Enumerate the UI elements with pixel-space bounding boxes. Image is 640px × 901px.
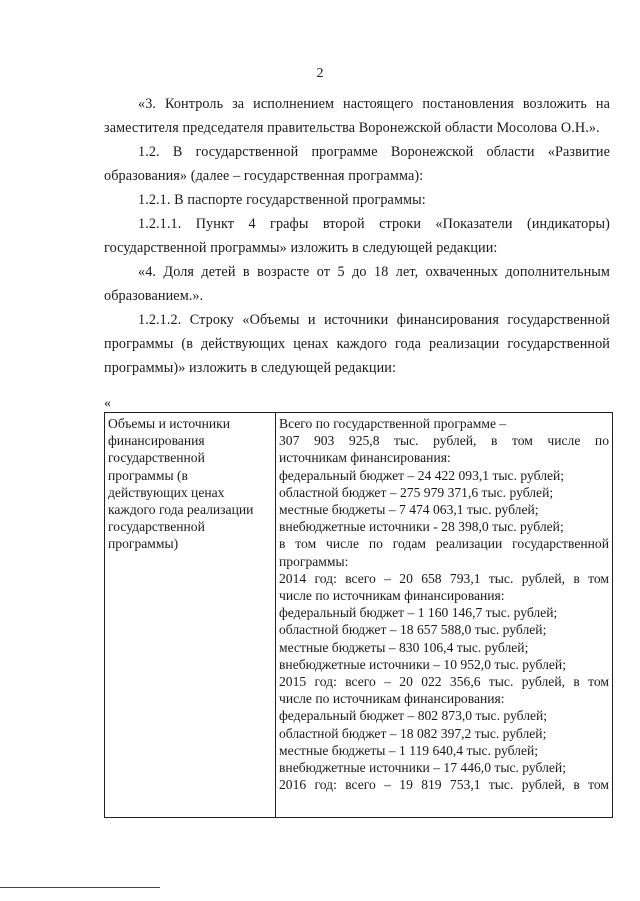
paragraph-1-2-1-2: 1.2.1.2. Строку «Объемы и источники финансирования государственной программы (в действующих ценах каждого года реализации государственной программы)» изложить в следующей редакции: (104, 312, 610, 376)
footnote-divider (0, 887, 160, 888)
table-heading-line: финансирования (108, 433, 205, 449)
table-heading-line: государственной (108, 519, 205, 535)
table-detail-line: областной бюджет – 275 979 371,6 тыс. рублей; (279, 484, 554, 500)
paragraph-1-2-1: 1.2.1. В паспорте государственной программы: (138, 192, 426, 208)
table-cell-financing-details (276, 413, 613, 818)
table-detail-line: Всего по государственной программе – (279, 416, 507, 431)
table-detail-line: программы: (279, 553, 349, 569)
table-open-quote: « (104, 396, 111, 411)
table-heading-line: каждого года реализации (108, 502, 254, 518)
financing-table (104, 412, 613, 818)
table-heading-line: программы) (108, 536, 179, 552)
table-detail-line: областной бюджет – 18 082 397,2 тыс. рублей; (279, 725, 547, 741)
page-number: 2 (316, 66, 324, 81)
table-detail-line: 2015 год: всего – 20 022 356,6 тыс. рублей, в том (279, 674, 609, 689)
table-detail-line: внебюджетные источники – 10 952,0 тыс. рублей; (279, 656, 566, 672)
paragraph-1-2: 1.2. В государственной программе Воронежской области «Развитие образования» (далее – государственная программа): (104, 144, 610, 184)
paragraph-control-clause: «3. Контроль за исполнением настоящего постановления возложить на заместителя председателя правительства Воронежской области Мосолова О.Н.». (104, 96, 610, 136)
table-detail-line: числе по источникам финансирования: (279, 587, 505, 603)
table-cell-heading (105, 413, 276, 818)
table-detail-line: в том числе по годам реализации государственной (279, 536, 609, 552)
document-body (104, 92, 610, 380)
table-detail-line: областной бюджет – 18 657 588,0 тыс. рублей; (279, 622, 547, 638)
table-detail-line: числе по источникам финансирования: (279, 691, 505, 707)
paragraph-1-2-1-1: 1.2.1.1. Пункт 4 графы второй строки «Показатели (индикаторы) государственной программы» изложить в следующей редакции: (104, 216, 610, 256)
table-detail-line: местные бюджеты – 830 106,4 тыс. рублей; (279, 639, 529, 655)
table-heading-line: государственной (108, 450, 205, 466)
table-heading-line: программы (в (108, 467, 188, 483)
table-detail-line: 2014 год: всего – 20 658 793,1 тыс. рублей, в том (279, 570, 609, 586)
table-detail-line: местные бюджеты – 7 474 063,1 тыс. рублей; (279, 502, 539, 517)
table-detail-line: 307 903 925,8 тыс. рублей, в том числе по (279, 433, 609, 449)
paragraph-indicator-4: «4. Доля детей в возрасте от 5 до 18 лет, охваченных дополнительным образованием.». (104, 264, 610, 304)
table-row (105, 413, 613, 818)
table-detail-line: федеральный бюджет – 1 160 146,7 тыс. рублей; (279, 605, 558, 621)
table-detail-line: федеральный бюджет – 802 873,0 тыс. рублей; (279, 708, 548, 724)
table-detail-line: 2016 год: всего – 19 819 753,1 тыс. рублей, в том (279, 777, 609, 793)
table-detail-line: внебюджетные источники - 28 398,0 тыс. рублей; (279, 519, 564, 535)
table-heading-line: действующих ценах (108, 484, 225, 500)
table-detail-line: федеральный бюджет – 24 422 093,1 тыс. рублей; (279, 467, 565, 483)
table-detail-line: источникам финансирования: (279, 450, 451, 466)
table-detail-line: внебюджетные источники – 17 446,0 тыс. рублей; (279, 760, 566, 775)
table-detail-line: местные бюджеты – 1 119 640,4 тыс. рублей; (279, 742, 539, 758)
table-heading-line: Объемы и источники (108, 416, 231, 431)
